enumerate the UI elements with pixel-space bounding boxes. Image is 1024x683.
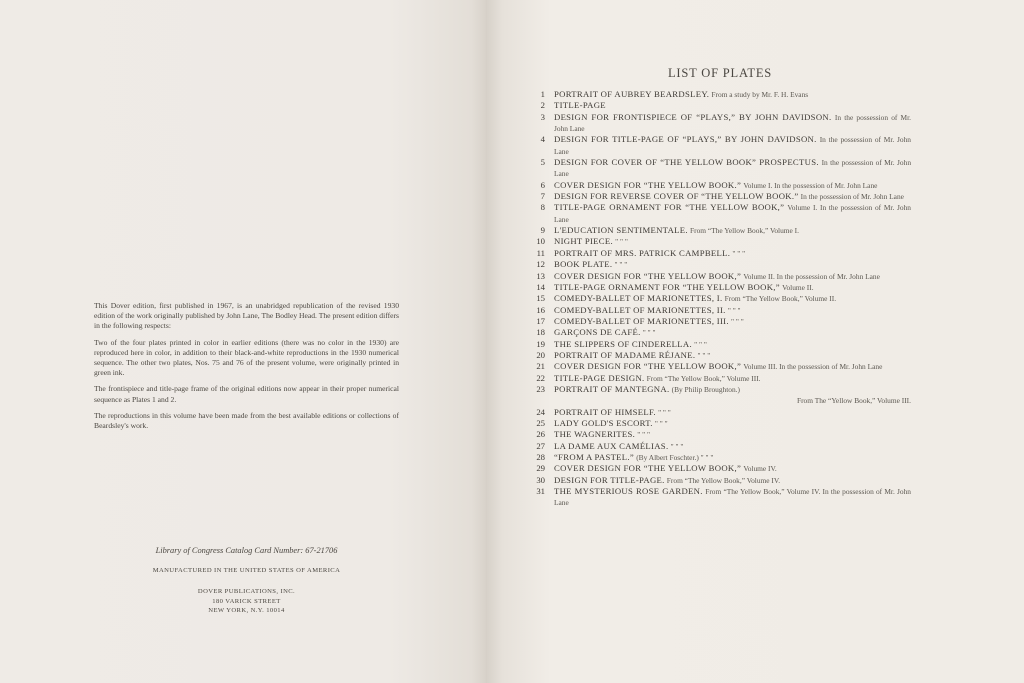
plate-row [528, 418, 911, 429]
plate-title: COVER DESIGN FOR “THE YELLOW BOOK,” [554, 361, 742, 372]
plate-title: PORTRAIT OF MRS. PATRICK CAMPBELL. [554, 247, 731, 258]
edition-notice [94, 301, 399, 437]
plate-title: THE MYSTERIOUS ROSE GARDEN. [554, 486, 703, 497]
plate-row [528, 441, 911, 452]
plate-row [528, 248, 911, 259]
plate-entry [554, 112, 911, 135]
plate-number: 18 [536, 327, 545, 338]
plate-source: " " " [697, 350, 711, 360]
plate-title: DESIGN FOR COVER OF “THE YELLOW BOOK” PROSPECTUS. [554, 157, 819, 168]
plate-number: 17 [536, 315, 545, 326]
plate-entry [554, 407, 911, 418]
notice-paragraph: This Dover edition, first published in 1967, is an unabridged republication of the revised 1930 edition of the work originally published by John Lane, The Bodley Head. The present edition differs in the following respects: [94, 301, 399, 331]
plate-number: 10 [536, 236, 545, 247]
plate-number: 29 [536, 463, 545, 474]
publisher-city: NEW YORK, N.Y. 10014 [208, 607, 285, 615]
plate-entry [554, 486, 911, 509]
plate-entry [554, 89, 911, 100]
plate-title: TITLE-PAGE [554, 100, 606, 111]
plate-source: In the possession of Mr. John Lane [554, 158, 912, 179]
plate-number: 14 [536, 281, 545, 292]
plate-title: LADY GOLD'S ESCORT. [554, 417, 653, 428]
plate-row [528, 339, 911, 350]
plate-number: 4 [540, 134, 545, 145]
plate-source: Volume I. In the possession of Mr. John Lane [743, 180, 878, 190]
plate-source: Volume I. In the possession of Mr. John Lane [554, 203, 912, 224]
plate-source: From “The Yellow Book,” Volume II. [724, 294, 837, 304]
plate-title: “FROM A PASTEL.” [554, 452, 635, 462]
plate-number: 31 [536, 486, 545, 497]
plate-entry [554, 157, 911, 180]
plate-entry [554, 293, 911, 304]
plate-row [528, 271, 911, 282]
plate-row [528, 180, 911, 191]
plate-title: LA DAME AUX CAMÉLIAS. [554, 440, 669, 451]
plate-source: " " " [732, 248, 746, 258]
plate-title: COMEDY-BALLET OF MARIONETTES, II. [554, 304, 726, 315]
plate-entry [554, 134, 911, 157]
plate-title: COVER DESIGN FOR “THE YELLOW BOOK,” [554, 270, 742, 281]
plate-number: 23 [536, 383, 545, 394]
plate-title: COMEDY-BALLET OF MARIONETTES, I. [554, 293, 723, 304]
plate-title: THE WAGNERITES. [554, 429, 636, 440]
plate-title: COMEDY-BALLET OF MARIONETTES, III. [554, 315, 729, 326]
publisher-name: DOVER PUBLICATIONS, INC. [197, 588, 296, 595]
plate-row [528, 384, 911, 407]
plate-source: From “The Yellow Book,” Volume III. [646, 373, 761, 383]
plate-row [528, 259, 911, 270]
plate-entry [554, 339, 911, 350]
plate-number: 16 [536, 304, 545, 315]
plate-source: In the possession of Mr. John Lane [554, 112, 911, 134]
plate-number: 8 [540, 202, 545, 213]
plate-row [528, 305, 911, 316]
plate-source: Volume II. In the possession of Mr. John Lane [743, 271, 880, 281]
plate-title: DESIGN FOR TITLE-PAGE OF “PLAYS,” BY JOHN DAVIDSON. [554, 134, 817, 145]
plate-row [528, 157, 911, 180]
plate-row [528, 350, 911, 361]
notice-paragraph: Two of the four plates printed in color in earlier editions (there was no color in the 1930) are reproduced here in color, in addition to their black-and-white reproductions in the 1930 numerical sequence. The other two plates, Nos. 75 and 76 of the present volume, were originally printed in green ink. [94, 337, 399, 378]
plate-source: " " " [731, 316, 744, 326]
plate-number: 11 [536, 247, 545, 258]
plate-entry [554, 327, 911, 338]
plate-number: 24 [536, 406, 545, 417]
plate-title: PORTRAIT OF HIMSELF. [554, 406, 656, 417]
plate-title: DESIGN FOR FRONTISPIECE OF “PLAYS,” BY JOHN DAVIDSON. [554, 111, 832, 122]
manufactured-line: MANUFACTURED IN THE UNITED STATES OF AMERICA [152, 567, 341, 574]
imprint [94, 546, 399, 616]
plate-title: THE SLIPPERS OF CINDERELLA. [554, 338, 692, 349]
plate-source: (By Albert Foschter.) " " " [636, 453, 714, 462]
plate-title: TITLE-PAGE DESIGN. [554, 372, 645, 383]
plate-title: L'EDUCATION SENTIMENTALE. [554, 225, 688, 236]
catalog-card-number: Library of Congress Catalog Card Number: 67-21706 [155, 546, 338, 555]
plate-entry [554, 418, 911, 429]
plate-row [528, 407, 911, 418]
plate-title: TITLE-PAGE ORNAMENT FOR “THE YELLOW BOOK,” [554, 202, 785, 213]
plate-row [528, 236, 911, 247]
plate-entry [554, 475, 911, 486]
plate-number: 7 [540, 191, 545, 202]
plate-number: 27 [536, 440, 545, 451]
plate-number: 25 [536, 417, 545, 428]
plate-title: PORTRAIT OF AUBREY BEARDSLEY. [554, 89, 710, 99]
plate-source: In the possession of Mr. John Lane [554, 135, 911, 156]
plate-row [528, 100, 911, 111]
plate-number: 21 [536, 361, 545, 372]
notice-paragraph: The reproductions in this volume have been made from the best available editions or collections of Beardsley's work. [94, 410, 399, 431]
plate-entry [554, 452, 911, 463]
plate-number: 30 [536, 474, 545, 485]
plate-row [528, 89, 911, 100]
plate-number: 22 [536, 372, 545, 383]
plate-row [528, 429, 911, 440]
plate-entry [554, 202, 911, 225]
plate-row [528, 361, 911, 372]
plate-number: 6 [540, 179, 545, 190]
plate-source: " " " [615, 237, 628, 247]
plate-source: Volume III. In the possession of Mr. John Lane [743, 362, 883, 372]
plate-title: GARÇONS DE CAFÉ. [554, 327, 641, 338]
plate-row [528, 191, 911, 202]
plate-entry [554, 463, 911, 474]
plate-entry [554, 441, 911, 452]
plate-row [528, 373, 911, 384]
plate-title: PORTRAIT OF MADAME RÉJANE. [554, 349, 696, 360]
plate-row [528, 282, 911, 293]
plate-row [528, 134, 911, 157]
plate-title: PORTRAIT OF MANTEGNA. [554, 383, 670, 394]
plate-source: " " " [654, 418, 668, 428]
plate-row [528, 202, 911, 225]
plate-number: 19 [536, 338, 545, 349]
plate-title: COVER DESIGN FOR “THE YELLOW BOOK,” [554, 463, 742, 474]
plate-row [528, 475, 911, 486]
plate-row [528, 293, 911, 304]
plate-row [528, 316, 911, 327]
plate-entry [554, 350, 911, 361]
plate-row [528, 327, 911, 338]
plate-source-continued: From The “Yellow Book,” Volume III. [796, 396, 911, 406]
plates-list [528, 89, 911, 509]
plate-source: From a study by Mr. F. H. Evans [711, 90, 809, 99]
plate-source: " " " [694, 339, 707, 349]
plate-source: " " " [614, 260, 628, 270]
plate-source: From “The Yellow Book,” Volume IV. [666, 475, 781, 485]
plate-entry [554, 429, 911, 440]
plate-source: " " " [658, 407, 671, 417]
plate-entry [554, 191, 911, 202]
plate-row [528, 112, 911, 135]
plate-number: 20 [536, 349, 545, 360]
plate-row [528, 225, 911, 236]
plate-title: NIGHT PIECE. [554, 236, 613, 247]
plate-number: 28 [536, 452, 545, 462]
plate-entry [554, 259, 911, 270]
plate-entry [554, 373, 911, 384]
plate-source: " " " [637, 430, 650, 440]
plate-number: 12 [536, 259, 545, 270]
plate-source: " " " [642, 328, 656, 338]
plate-number: 9 [540, 225, 545, 236]
plate-entry [554, 225, 911, 236]
plate-entry [554, 384, 911, 407]
plate-title: COVER DESIGN FOR “THE YELLOW BOOK.” [554, 179, 742, 190]
plate-number: 1 [540, 89, 545, 99]
plate-source: From “The Yellow Book,” Volume IV. In the possession of Mr. John Lane [554, 487, 912, 508]
plate-source: In the possession of Mr. John Lane [800, 192, 904, 202]
plate-entry [554, 180, 911, 191]
plate-source: " " " [670, 441, 684, 451]
plate-entry [554, 100, 911, 111]
plate-entry [554, 236, 911, 247]
plate-title: DESIGN FOR REVERSE COVER OF “THE YELLOW BOOK.” [554, 191, 799, 202]
plate-number: 26 [536, 429, 545, 440]
plate-title: DESIGN FOR TITLE-PAGE. [554, 474, 665, 485]
plate-number: 3 [540, 111, 545, 122]
plate-title: TITLE-PAGE ORNAMENT FOR “THE YELLOW BOOK,” [554, 281, 780, 292]
plate-number: 13 [536, 270, 545, 281]
plate-row [528, 452, 911, 463]
plate-entry [554, 271, 911, 282]
notice-paragraph: The frontispiece and title-page frame of the original editions now appear in their proper numerical sequence as Plates 1 and 2. [94, 384, 399, 404]
plate-source: Volume IV. [743, 464, 777, 474]
publisher-street: 180 VARICK STREET [212, 597, 281, 605]
plate-row [528, 486, 911, 509]
plate-source: (By Philip Broughton.) [671, 384, 740, 394]
plate-number: 2 [540, 100, 545, 111]
left-page [0, 0, 486, 683]
plate-source: Volume II. [782, 282, 814, 292]
plate-row [528, 463, 911, 474]
plate-entry [554, 282, 911, 293]
plate-entry [554, 316, 911, 327]
plate-entry [554, 361, 911, 372]
plate-source: " " " [727, 305, 741, 315]
plate-number: 5 [540, 157, 545, 168]
list-of-plates-title: LIST OF PLATES [667, 66, 773, 80]
plate-title: BOOK PLATE. [554, 259, 613, 270]
plate-source: From “The Yellow Book,” Volume I. [690, 226, 799, 236]
plate-entry [554, 305, 911, 316]
plate-entry [554, 248, 911, 259]
plate-number: 15 [536, 293, 545, 304]
